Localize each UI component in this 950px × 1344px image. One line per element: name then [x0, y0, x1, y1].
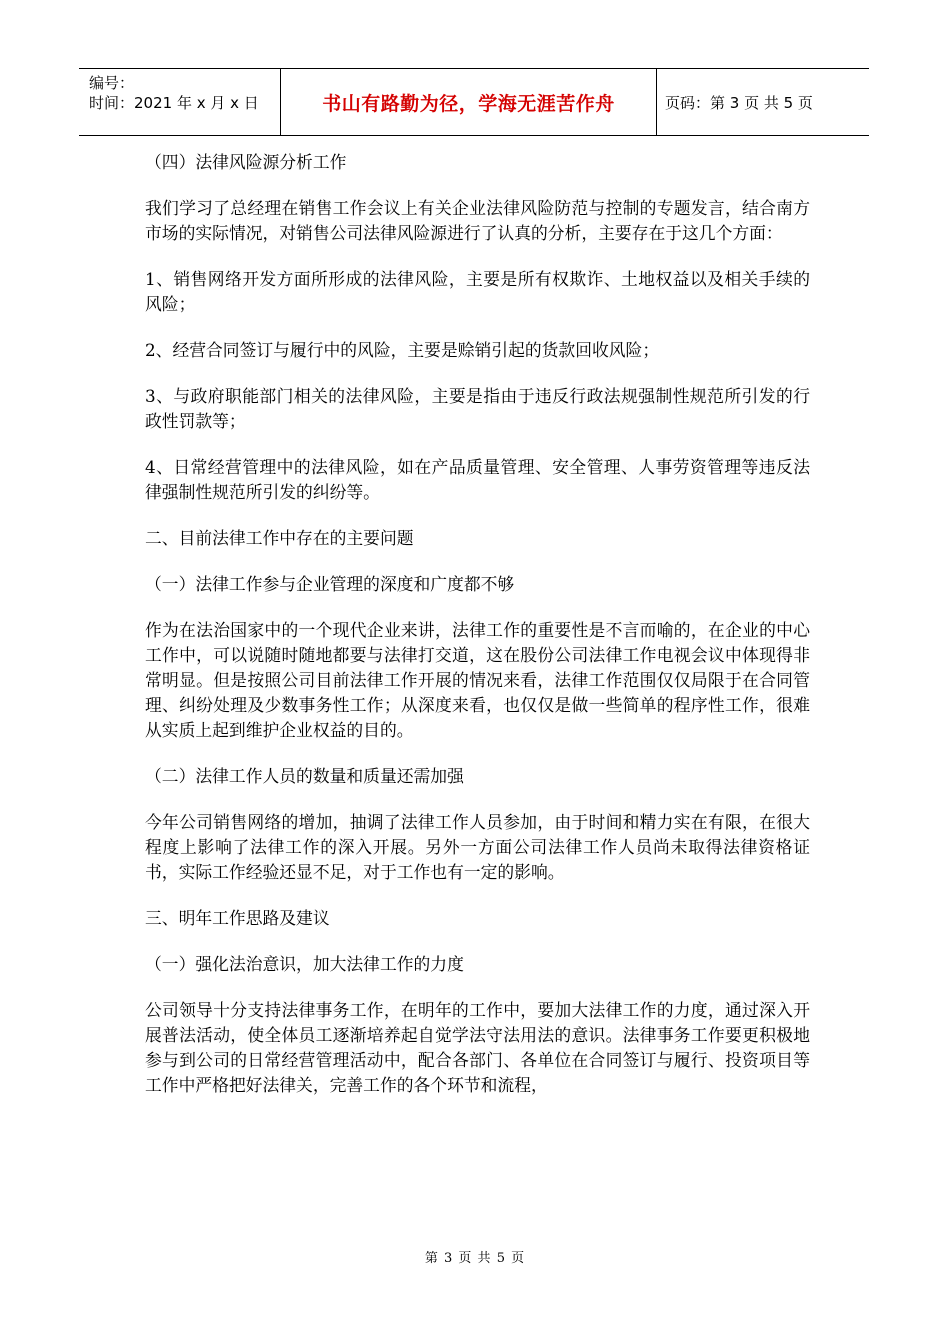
header-page-info: 页码：第 3 页 共 5 页: [665, 93, 813, 112]
body-paragraph: 公司领导十分支持法律事务工作，在明年的工作中，要加大法律工作的力度，通过深入开展普法活动，使全体员工逐渐培养起自觉学法守法用法的意识。法律事务工作要更积极地参与到公司的日常经营管理活动中，配合各部门、各单位在合同签订与履行、投资项目等工作中严格把好法律关，完善工作的各个环节和流程，: [145, 1000, 810, 1095]
document-body: [145, 150, 810, 1119]
body-paragraph: 今年公司销售网络的增加，抽调了法律工作人员参加，由于时间和精力实在有限，在很大程度上影响了法律工作的深入开展。另外一方面公司法律工作人员尚未取得法律资格证书，实际工作经验还显不足，对于工作也有一定的影响。: [145, 812, 810, 882]
body-paragraph: 我们学习了总经理在销售工作会议上有关企业法律风险防范与控制的专题发言，结合南方市场的实际情况，对销售公司法律风险源进行了认真的分析，主要存在于这几个方面：: [145, 198, 810, 243]
page-footer: 第 3 页 共 5 页: [424, 1251, 526, 1266]
section-heading: 二、目前法律工作中存在的主要问题: [145, 528, 414, 548]
list-item: 3、与政府职能部门相关的法律风险，主要是指由于违反行政法规强制性规范所引发的行政性罚款等；: [145, 386, 810, 431]
document-header: [79, 68, 869, 136]
section-heading: （四）法律风险源分析工作: [145, 152, 347, 172]
subsection-heading: （二）法律工作人员的数量和质量还需加强: [145, 766, 464, 786]
body-paragraph: 作为在法治国家中的一个现代企业来讲，法律工作的重要性是不言而喻的，在企业的中心工作中，可以说随时随地都要与法律打交道，这在股份公司法律工作电视会议中体现得非常明显。但是按照公司目前法律工作开展的情况来看，法律工作范围仅仅局限于在合同管理、纠纷处理及少数事务性工作；从深度来看，也仅仅是做一些简单的程序性工作，很难从实质上起到维护企业权益的目的。: [145, 620, 810, 740]
list-item: 2、经营合同签订与履行中的风险，主要是赊销引起的货款回收风险；: [145, 340, 660, 360]
header-motto: 书山有路勤为径，学海无涯苦作舟: [281, 69, 657, 135]
list-item: 4、日常经营管理中的法律风险，如在产品质量管理、安全管理、人事劳资管理等违反法律强制性规范所引发的纠纷等。: [145, 457, 810, 502]
document-number-label: 编号：: [89, 74, 135, 92]
subsection-heading: （一）强化法治意识，加大法律工作的力度: [145, 954, 464, 974]
subsection-heading: （一）法律工作参与企业管理的深度和广度都不够: [145, 574, 515, 594]
section-heading: 三、明年工作思路及建议: [145, 908, 330, 928]
header-meta: [79, 69, 281, 135]
list-item: 1、销售网络开发方面所形成的法律风险，主要是所有权欺诈、土地权益以及相关手续的风险；: [145, 269, 810, 314]
document-date: 时间：2021 年 x 月 x 日: [89, 94, 259, 112]
